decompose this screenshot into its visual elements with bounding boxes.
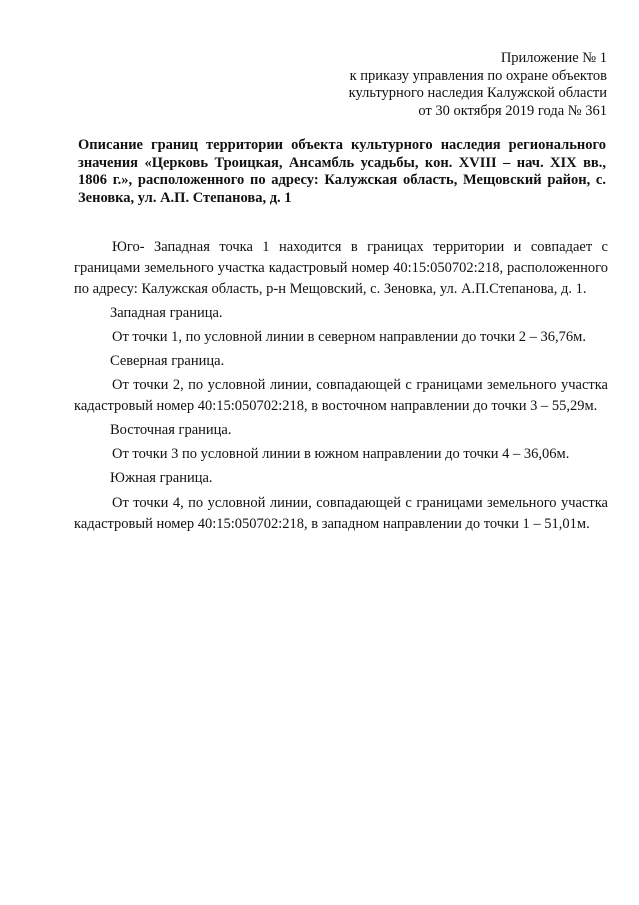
appendix-order-date: от 30 октября 2019 года № 361 xyxy=(418,102,607,119)
appendix-order-ref: к приказу управления по охране объектов xyxy=(349,67,607,84)
document-body xyxy=(74,237,608,535)
south-boundary-text: От точки 4, по условной линии, совпадающей с границами земельного участка кадастровый номер 40:15:050702:218, в западном направлении до точки 1 – 51,01м. xyxy=(74,495,608,532)
north-boundary-heading: Северная граница. xyxy=(110,353,225,369)
east-boundary-heading: Восточная граница. xyxy=(110,422,232,438)
document-title: Описание границ территории объекта культурного наследия регионального значения «Церковь Троицкая, Ансамбль усадьбы, кон. XVIII – нач. XIX вв., 1806 г.», расположенного по адресу: Калужская область, Мещовский район, с. Зеновка, ул. А.П. Степанова, д. 1 xyxy=(78,137,606,206)
west-boundary-text: От точки 1, по условной линии в северном направлении до точки 2 – 36,76м. xyxy=(112,329,586,345)
north-boundary-text: От точки 2, по условной линии, совпадающей с границами земельного участка кадастровый номер 40:15:050702:218, в восточном направлении до точки 3 – 55,29м. xyxy=(74,377,608,414)
appendix-authority: культурного наследия Калужской области xyxy=(348,85,607,101)
intro-paragraph: Юго- Западная точка 1 находится в границах территории и совпадает с границами земельного участка кадастровый номер 40:15:050702:218, расположенного по адресу: Калужская область, р-н Мещовский, с. Зеновка, ул. А.П.Степанова, д. 1. xyxy=(74,239,608,297)
appendix-header xyxy=(277,50,607,120)
south-boundary-heading: Южная граница. xyxy=(110,470,213,486)
west-boundary-heading: Западная граница. xyxy=(110,305,223,321)
appendix-number: Приложение № 1 xyxy=(500,50,607,66)
east-boundary-text: От точки 3 по условной линии в южном направлении до точки 4 – 36,06м. xyxy=(112,446,570,462)
